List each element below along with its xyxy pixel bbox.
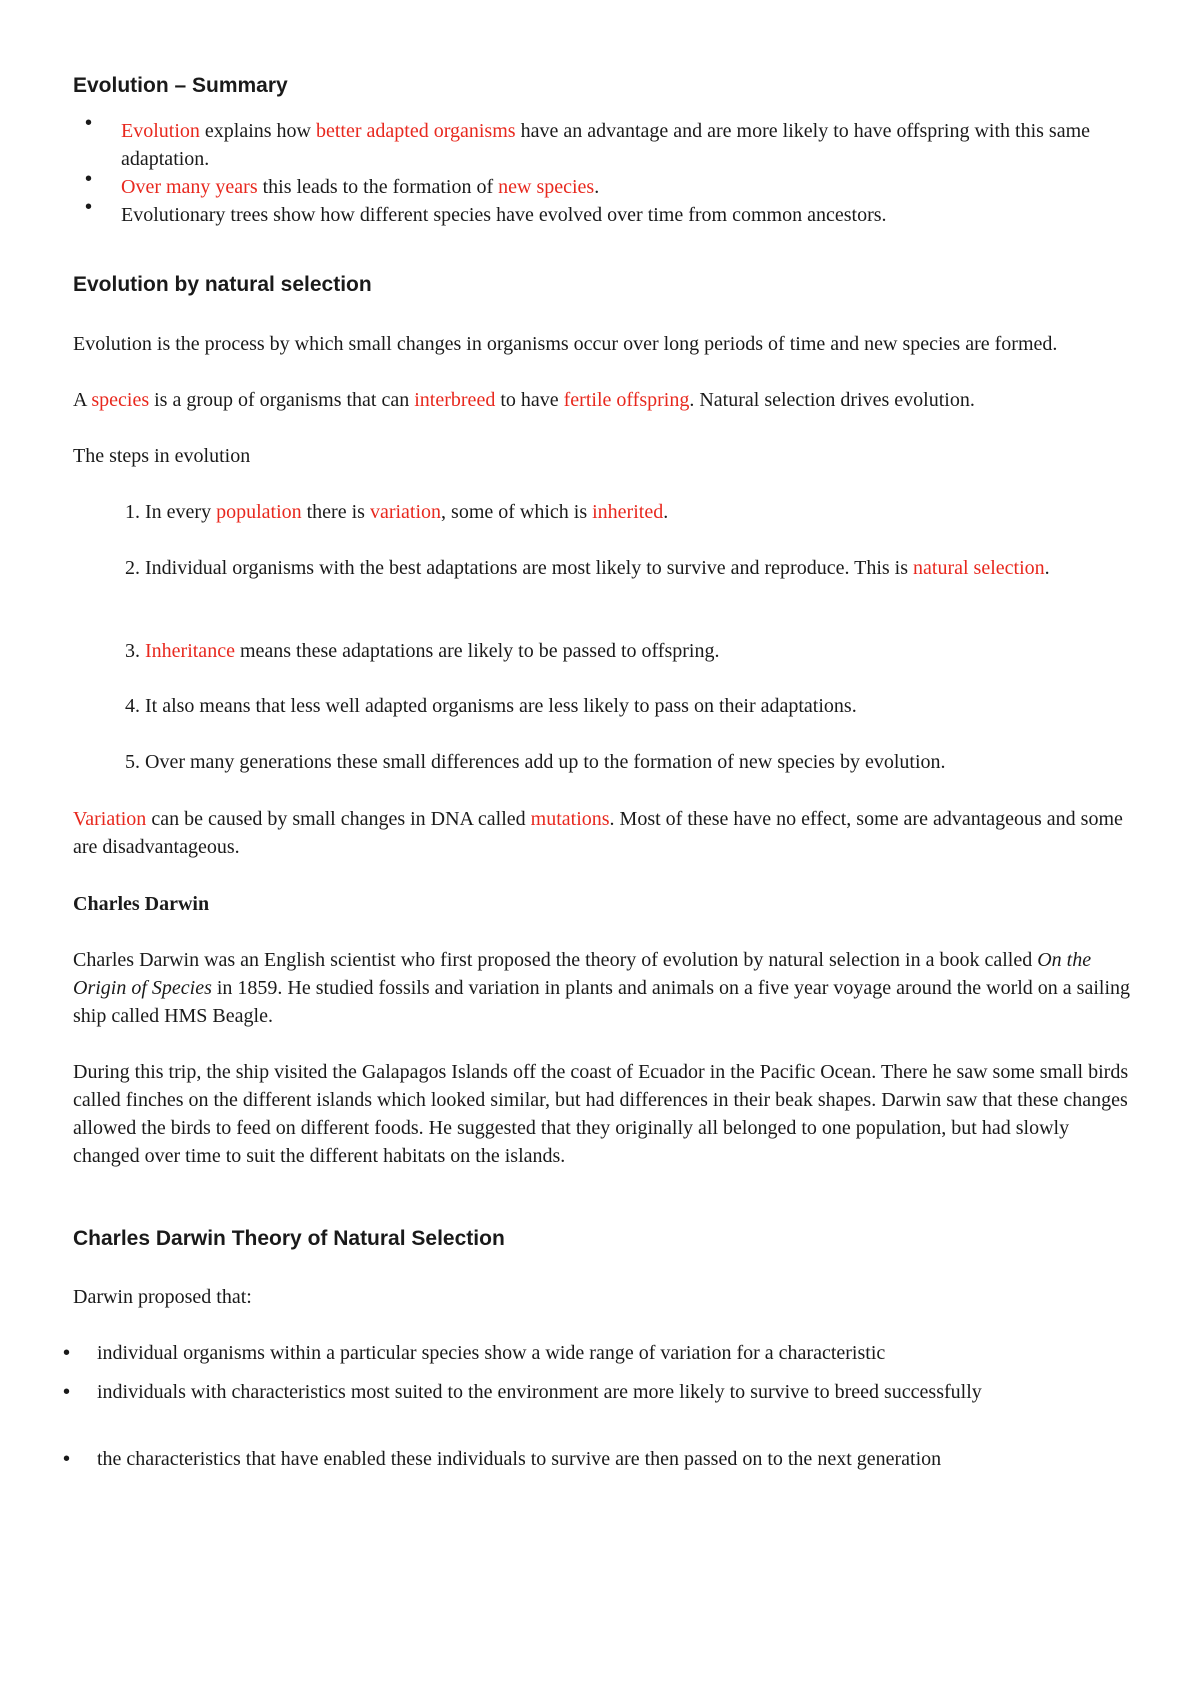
list-item [85,196,1121,229]
text: Evolutionary trees show how different species have evolved over time from common ancestors. [121,204,887,226]
text: In every [145,501,217,523]
paragraph: During this trip, the ship visited the Galapagos Islands off the coast of Ecuador in the Pacific Ocean. There he saw some small birds called finches on the different islands which looked similar, but had differences in their beak shapes. Darwin saw that these changes allowed the birds to feed on different foods. He suggested that they originally all belonged to one population, but had slowly changed over time to suit the different habitats on the islands. [73,1061,1129,1167]
summary-title: Evolution – Summary [73,74,288,97]
list-number: 3. [125,640,140,662]
text: means these adaptations are likely to be passed to offspring. [234,640,720,662]
key-term: interbreed [414,389,496,411]
text: can be caused by small changes in DNA called [146,808,531,830]
bullet-icon: • [63,1342,71,1364]
key-term: Evolution [121,120,200,142]
section-heading: Charles Darwin Theory of Natural Selection [73,1227,505,1250]
list-item [85,168,1121,201]
key-term: population [216,501,302,523]
paragraph: Evolution is the process by which small changes in organisms occur over long periods of time and new species are formed. [73,333,1058,355]
key-term: better adapted organisms [315,120,516,142]
text: have an advantage and are more likely to have offspring with this same adaptation. [121,120,1091,170]
paragraph: Darwin proposed that: [73,1286,252,1308]
text: explains how [199,120,316,142]
list-item [125,498,1135,526]
list-number: 4. [125,695,140,717]
text: It also means that less well adapted organisms are less likely to pass on their adaptations. [145,695,857,717]
text: . Most of these have no effect, some are advantageous and some are disadvantageous. [73,808,1123,858]
key-term: Inheritance [145,640,235,662]
text: to have [495,389,564,411]
section-heading: Charles Darwin [73,893,210,915]
list-number: 5. [125,751,140,773]
text: . [663,501,669,523]
list-item [85,112,1121,173]
text: this leads to the formation of [257,176,499,198]
text: Charles Darwin was an English scientist who first proposed the theory of evolution by natural selection in a book called [73,949,1038,971]
text: individuals with characteristics most suited to the environment are more likely to survive to breed successfully [97,1381,982,1403]
key-term: natural selection [913,557,1045,579]
list-item [63,1339,1127,1378]
key-term: species [91,389,150,411]
text: , some of which is [441,501,593,523]
key-term: mutations [530,808,610,830]
text: individual organisms within a particular species show a wide range of variation for a characteristic [97,1342,886,1364]
book-title: On the Origin of Species [73,949,1092,999]
bullet-icon: • [85,112,93,134]
text: Individual organisms with the best adaptations are most likely to survive and reproduce. This is [145,557,914,579]
key-term: variation [369,501,442,523]
bullet-icon: • [63,1448,71,1470]
list-item [125,692,1135,720]
text: Over many generations these small differences add up to the formation of new species by evolution. [145,751,946,773]
key-term: fertile offspring [563,389,690,411]
text: . [594,176,600,198]
summary-list [85,112,1121,229]
key-term: Over many years [121,176,258,198]
text: there is [301,501,370,523]
key-term: Variation [73,808,147,830]
list-number: 1. [125,501,140,523]
list-item [125,554,1135,582]
key-term: new species [498,176,595,198]
text: . Natural selection drives evolution. [689,389,975,411]
bullet-icon: • [85,168,93,190]
text: A [73,389,92,411]
text: is a group of organisms that can [149,389,415,411]
paragraph [73,946,1133,1030]
list-item [63,1445,1127,1473]
text: in 1859. He studied fossils and variation in plants and animals on a five year voyage around the world on a sailing ship called HMS Beagle. [73,977,1130,1027]
text: . [1044,557,1050,579]
list-number: 2. [125,557,140,579]
paragraph [73,805,1133,861]
list-item [125,748,1135,776]
section-heading: Evolution by natural selection [73,273,372,296]
paragraph [73,386,1133,414]
list-item [63,1378,1127,1445]
text: the characteristics that have enabled these individuals to survive are then passed on to the next generation [97,1448,942,1470]
bullet-icon: • [63,1381,71,1403]
paragraph: The steps in evolution [73,445,251,467]
bullet-icon: • [85,196,93,218]
list-item [125,637,1135,665]
key-term: inherited [592,501,664,523]
theory-list [63,1339,1127,1473]
